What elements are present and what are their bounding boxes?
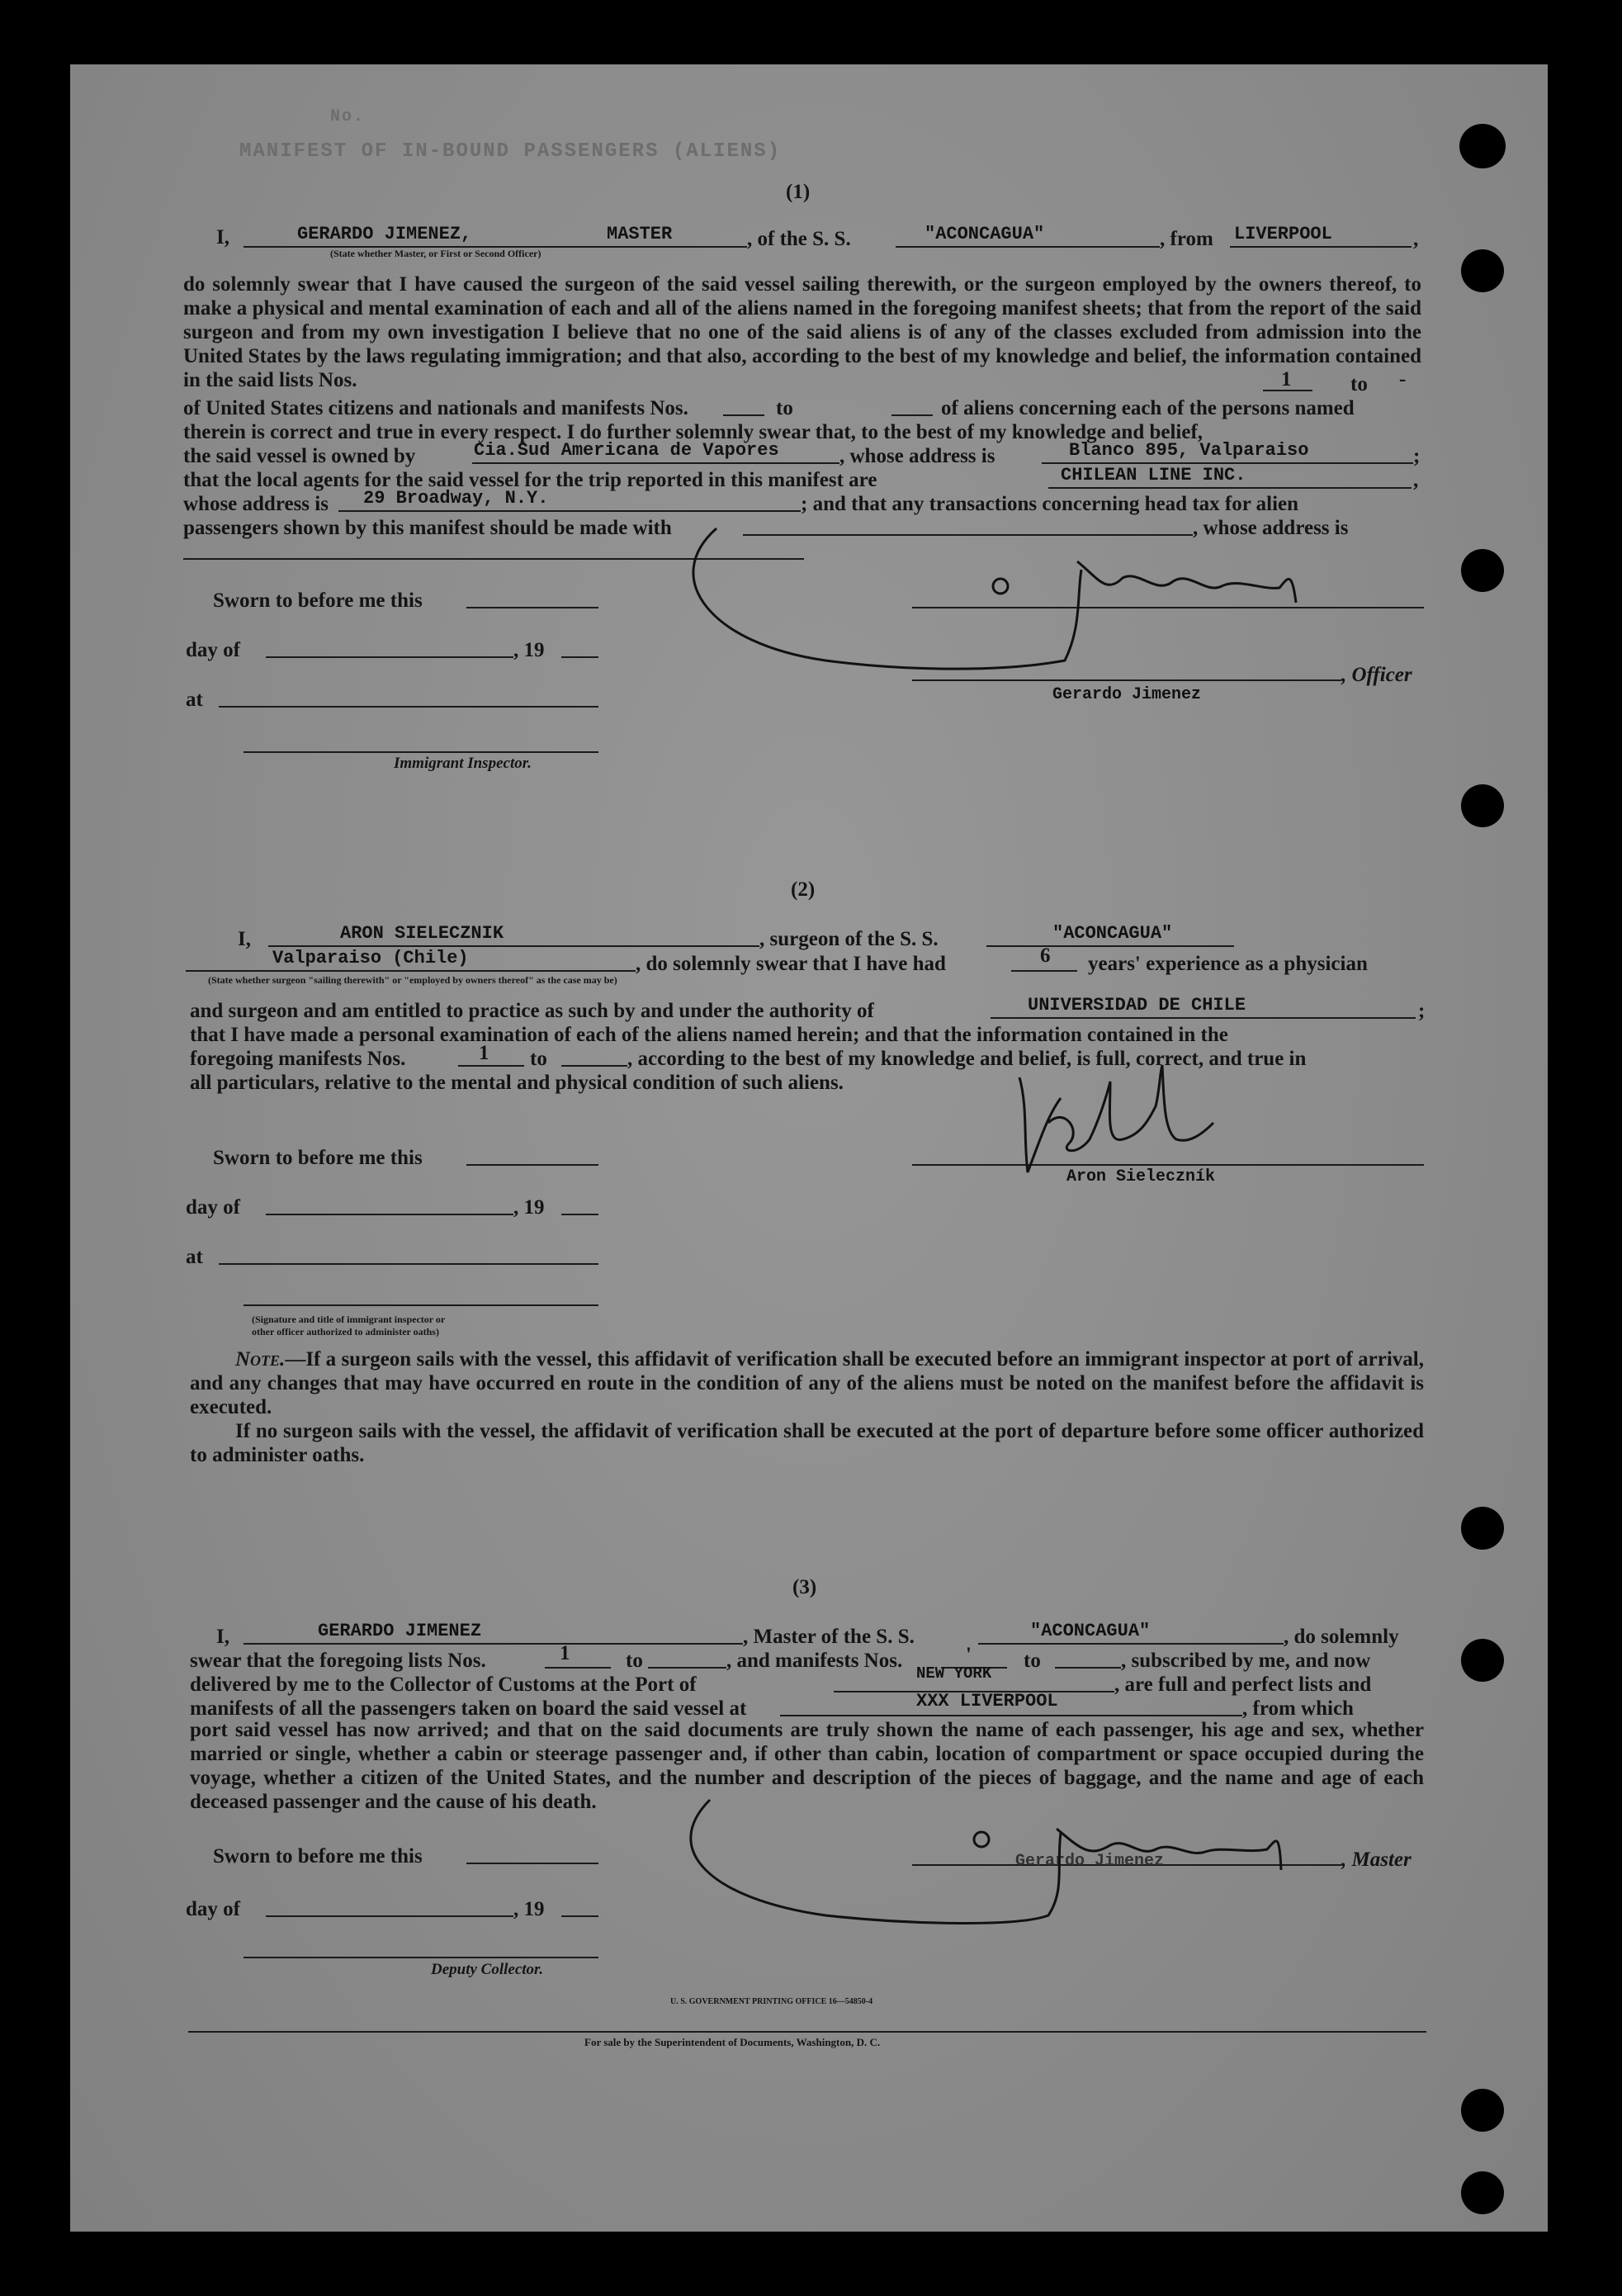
- s1-ship: "ACONCAGUA": [924, 224, 1045, 244]
- s3-body: port said vessel has now arrived; and that on the said documents are truly shown the name of each passenger, his age and sex, whether married or single, whether a cabin or steerage passenger and, if other than cabin, location of compartment or space occupied during the voyage, whether a citizen of the United States, and the number and description of the pieces of baggage, and the name and age of each deceased passenger and the cause of his death.: [190, 1719, 1424, 1813]
- s3-typed-signature: Gerardo Jimenez: [1015, 1852, 1165, 1871]
- s1-master-name: GERARDO JIMENEZ,: [297, 224, 472, 244]
- s2-nineteen: , 19: [513, 1196, 545, 1219]
- s3-to2: to: [1024, 1650, 1041, 1672]
- section-3-number: (3): [792, 1576, 817, 1598]
- s3-master-of: , Master of the S. S.: [743, 1626, 915, 1648]
- s1-line4a: the said vessel is owned by: [183, 445, 416, 467]
- s2-typed-signature: Aron Sieleczník: [1066, 1167, 1216, 1186]
- faint-header-title: MANIFEST OF IN-BOUND PASSENGERS (ALIENS): [239, 140, 782, 163]
- s1-port: LIVERPOOL: [1234, 224, 1332, 244]
- note-paragraph-2: If no surgeon sails with the vessel, the affidavit of verification shall be executed at the port of departure before some officer authorized to administer oaths.: [190, 1420, 1424, 1466]
- s3-line3a: delivered by me to the Collector of Customs at the Port of: [190, 1673, 697, 1696]
- s2-status: Valparaiso (Chile): [272, 948, 469, 968]
- s3-master-label: , Master: [1341, 1849, 1412, 1871]
- s1-rank: MASTER: [607, 224, 673, 244]
- faint-header-number: No.: [330, 107, 366, 126]
- s1-i: I,: [216, 226, 229, 249]
- s1-line7a: passengers shown by this manifest should be made with: [183, 517, 672, 539]
- s2-i: I,: [238, 928, 251, 950]
- s1-to2: to: [776, 397, 793, 419]
- s2-to: to: [530, 1048, 547, 1070]
- s1-at: at: [186, 689, 203, 711]
- s3-deputy-label: Deputy Collector.: [431, 1961, 544, 1978]
- s1-comma: ,: [1413, 228, 1419, 250]
- s3-lists-from: 1: [560, 1642, 570, 1664]
- s3-nineteen: , 19: [513, 1898, 545, 1920]
- s3-line2c: , subscribed by me, and now: [1121, 1650, 1371, 1672]
- s2-sig-note-2: other officer authorized to administer oaths): [252, 1326, 439, 1337]
- s1-officer-label: , Officer: [1341, 664, 1412, 686]
- s2-ship: "ACONCAGUA": [1052, 923, 1173, 944]
- s3-ship: "ACONCAGUA": [1030, 1621, 1151, 1641]
- s3-port: NEW YORK: [916, 1664, 992, 1683]
- section-1-number: (1): [786, 181, 811, 203]
- s1-line5a: that the local agents for the said vessel for the trip reported in this manifest are: [183, 469, 877, 491]
- s1-typed-signature: Gerardo Jimenez: [1052, 685, 1202, 704]
- s3-line4a: manifests of all the passengers taken on board the said vessel at: [190, 1697, 747, 1720]
- s2-surgeon-of: , surgeon of the S. S.: [759, 928, 939, 950]
- s1-body: do solemnly swear that I have caused the surgeon of the said vessel sailing therewith, or the surgeon employed by the owners thereof, to make a physical and mental examination of each and all of the aliens named in the foregoing manifest sheets; that from the report of the said surgeon and from my own investigation I believe that no one of the said aliens is of any of the classes excluded from admission into the United States by the laws regulating immigration; and that also, according to the best of my knowledge and belief, the information contained in the said lists Nos.: [183, 273, 1421, 391]
- s3-to1: to: [626, 1650, 643, 1672]
- s1-semi: ;: [1413, 445, 1421, 467]
- s2-at: at: [186, 1246, 203, 1268]
- s2-swear: , do solemnly swear that I have had: [636, 953, 946, 975]
- s3-sworn: Sworn to before me this: [213, 1845, 423, 1868]
- note-head: Note.: [235, 1348, 286, 1370]
- s1-owner: Cia.Sud Americana de Vapores: [474, 440, 779, 461]
- s1-note: (State whether Master, or First or Second Officer): [330, 248, 541, 259]
- sale-notice: For sale by the Superintendent of Documents, Washington, D. C.: [584, 2036, 881, 2048]
- s2-line4: that I have made a personal examination of each of the aliens named herein; and that the information contained in the: [190, 1024, 1228, 1046]
- s1-lists-from: 1: [1281, 368, 1292, 391]
- s1-line6a: whose address is: [183, 493, 329, 515]
- s1-line3: therein is correct and true in every respect. I do further solemnly swear that, to the best of my knowledge and belief,: [183, 421, 1203, 443]
- footer-rule: [188, 2031, 1426, 2033]
- s2-line6: all particulars, relative to the mental and physical condition of such aliens.: [190, 1072, 844, 1094]
- gpo-imprint: U. S. GOVERNMENT PRINTING OFFICE 16—54850-4: [670, 1997, 873, 2006]
- s3-from-port: XXX LIVERPOOL: [916, 1691, 1058, 1711]
- s2-line5a: foregoing manifests Nos.: [190, 1048, 406, 1070]
- s2-manifest-from: 1: [479, 1042, 489, 1064]
- s2-sworn: Sworn to before me this: [213, 1147, 423, 1169]
- s1-nineteen: , 19: [513, 639, 545, 661]
- s2-sig-note-1: (Signature and title of immigrant inspector or: [252, 1314, 446, 1325]
- s3-master-name: GERARDO JIMENEZ: [318, 1621, 482, 1641]
- s1-line6b: ; and that any transactions concerning head tax for alien: [801, 493, 1299, 515]
- s1-comma2: ,: [1413, 469, 1419, 491]
- s1-sworn: Sworn to before me this: [213, 589, 423, 612]
- s3-manifest-from: ': [966, 1644, 972, 1666]
- s1-inspector-label: Immigrant Inspector.: [394, 755, 532, 772]
- s1-owner-address: Blanco 895, Valparaiso: [1069, 440, 1309, 461]
- s3-line2b: , and manifests Nos.: [726, 1650, 903, 1672]
- s2-authority: UNIVERSIDAD DE CHILE: [1028, 995, 1246, 1015]
- s2-line5b: , according to the best of my knowledge and belief, is full, correct, and true in: [627, 1048, 1307, 1070]
- s1-from: , from: [1160, 228, 1213, 250]
- s1-agents: CHILEAN LINE INC.: [1061, 465, 1246, 485]
- s1-day: day of: [186, 639, 240, 661]
- s1-agents-address: 29 Broadway, N.Y.: [363, 488, 549, 509]
- s1-lists-to: -: [1399, 368, 1407, 391]
- s1-to1: to: [1350, 373, 1368, 395]
- s2-semi: ;: [1418, 1000, 1426, 1022]
- s3-i: I,: [216, 1626, 229, 1648]
- s1-line2: of United States citizens and nationals and manifests Nos.: [183, 397, 688, 419]
- s1-line4b: , whose address is: [839, 445, 995, 467]
- section-2-number: (2): [791, 878, 816, 901]
- s1-line7b: , whose address is: [1193, 517, 1349, 539]
- s2-line3a: and surgeon and am entitled to practice as such by and under the authority of: [190, 1000, 874, 1022]
- s3-solemnly: , do solemnly: [1284, 1626, 1399, 1648]
- s1-line2b: of aliens concerning each of the persons named: [941, 397, 1355, 419]
- note-text-1: —If a surgeon sails with the vessel, this affidavit of verification shall be executed before an immigrant inspector at port of arrival, and any changes that may have occurred en route in the condition of any of the aliens must be noted on the manifest before the affidavit is executed.: [190, 1348, 1424, 1418]
- s3-line3b: , are full and perfect lists and: [1114, 1673, 1372, 1696]
- s3-day: day of: [186, 1898, 240, 1920]
- s3-line2a: swear that the foregoing lists Nos.: [190, 1650, 486, 1672]
- s2-day: day of: [186, 1196, 240, 1219]
- s2-years-exp: years' experience as a physician: [1088, 953, 1368, 975]
- s1-of-ss: , of the S. S.: [747, 228, 851, 250]
- s2-years: 6: [1040, 944, 1051, 967]
- s3-line4b: , from which: [1242, 1697, 1354, 1720]
- s2-surgeon-name: ARON SIELECZNIK: [340, 923, 504, 944]
- s2-note: (State whether surgeon "sailing therewith" or "employed by owners thereof" as the case may be): [208, 974, 617, 986]
